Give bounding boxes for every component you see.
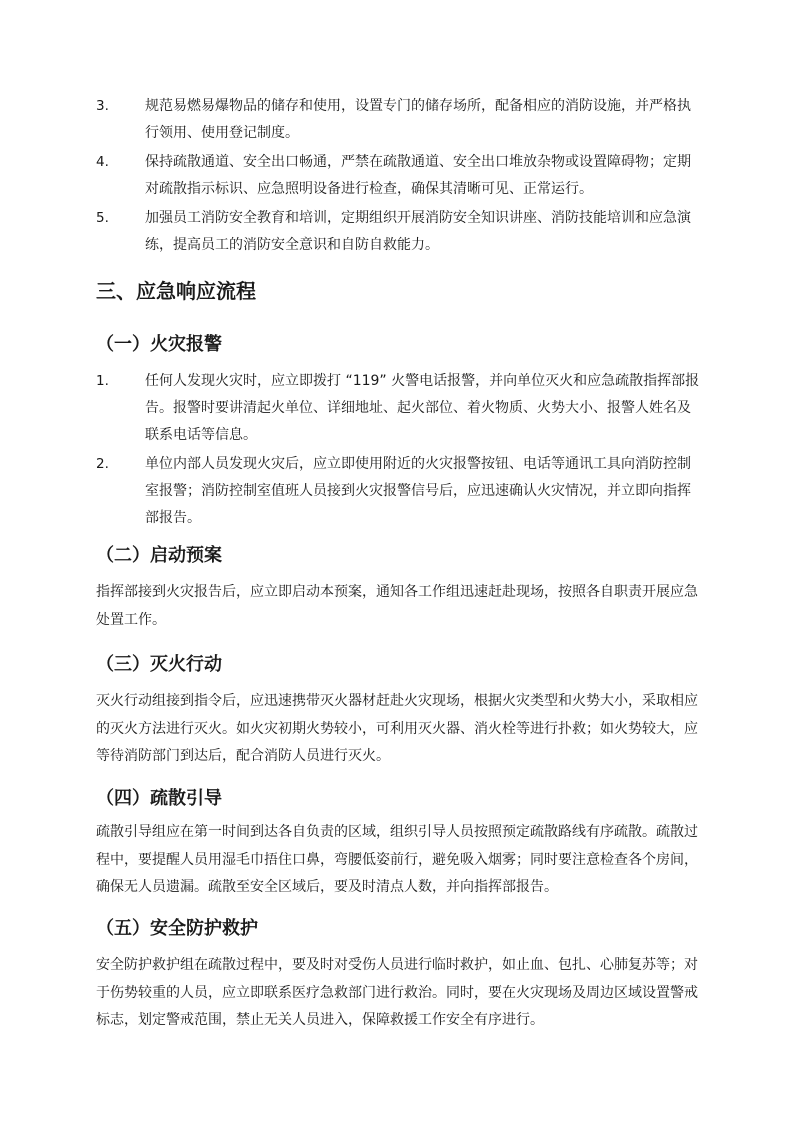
subsection-heading: （五）安全防护救护 — [96, 918, 258, 939]
list-item-text: 任何人发现火灾时，应立即拨打 “119” 火警电话报警，并向单位灭火和应急疏散指挥部报告。报警时要讲清起火单位、详细地址、起火部位、着火物质、火势大小、报警人姓名及联系电话等信息。 — [145, 373, 700, 443]
paragraph: 疏散引导组应在第一时间到达各自负责的区域，组织引导人员按照预定疏散路线有序疏散。疏散过程中，要提醒人员用湿毛巾捂住口鼻，弯腰低姿前行，避免吸入烟雾；同时要注意检查各个房间，确保无人员遗漏。疏散至安全区域后，要及时清点人数，并向指挥部报告。 — [96, 824, 698, 895]
list-item-number: 1. — [96, 373, 109, 389]
fire-alarm-list — [0, 368, 794, 532]
subsection-heading: （一）火灾报警 — [96, 334, 222, 355]
list-item-text: 保持疏散通道、安全出口畅通，严禁在疏散通道、安全出口堆放杂物或设置障碍物；定期对疏散指示标识、应急照明设备进行检查，确保其清晰可见、正常运行。 — [145, 154, 691, 197]
list-item — [0, 205, 700, 259]
list-item-text: 规范易燃易爆物品的储存和使用，设置专门的储存场所，配备相应的消防设施，并严格执行领用、使用登记制度。 — [145, 98, 691, 141]
list-item-number: 5. — [96, 210, 109, 226]
list-item — [0, 368, 700, 449]
list-item — [0, 93, 700, 147]
list-item-number: 3. — [96, 98, 109, 114]
list-item-text: 加强员工消防安全教育和培训，定期组织开展消防安全知识讲座、消防技能培训和应急演练，提高员工的消防安全意识和自防自救能力。 — [145, 210, 691, 253]
top-list — [0, 93, 794, 259]
list-item-number: 4. — [96, 154, 109, 170]
list-item — [0, 149, 700, 203]
subsection-heading: （四）疏散引导 — [96, 788, 222, 809]
list-item — [0, 451, 700, 532]
list-item-number: 2. — [96, 456, 109, 472]
subsection-heading: （二）启动预案 — [96, 545, 222, 566]
section-heading: 三、应急响应流程 — [96, 279, 256, 303]
list-item-text: 单位内部人员发现火灾后，应立即使用附近的火灾报警按钮、电话等通讯工具向消防控制室报警；消防控制室值班人员接到火灾报警信号后，应迅速确认火灾情况，并立即向指挥部报告。 — [145, 456, 691, 526]
paragraph: 安全防护救护组在疏散过程中，要及时对受伤人员进行临时救护，如止血、包扎、心肺复苏等；对于伤势较重的人员，应立即联系医疗急救部门进行救治。同时，要在火灾现场及周边区域设置警戒标志，划定警戒范围，禁止无关人员进入，保障救援工作安全有序进行。 — [96, 957, 698, 1028]
paragraph: 指挥部接到火灾报告后，应立即启动本预案，通知各工作组迅速赶赴现场，按照各自职责开展应急处置工作。 — [96, 584, 698, 628]
subsection-heading: （三）灭火行动 — [96, 654, 222, 675]
paragraph: 灭火行动组接到指令后，应迅速携带灭火器材赶赴火灾现场，根据火灾类型和火势大小，采取相应的灭火方法进行灭火。如火灾初期火势较小，可利用灭火器、消火栓等进行扑救；如火势较大，应等待消防部门到达后，配合消防人员进行灭火。 — [96, 693, 698, 764]
